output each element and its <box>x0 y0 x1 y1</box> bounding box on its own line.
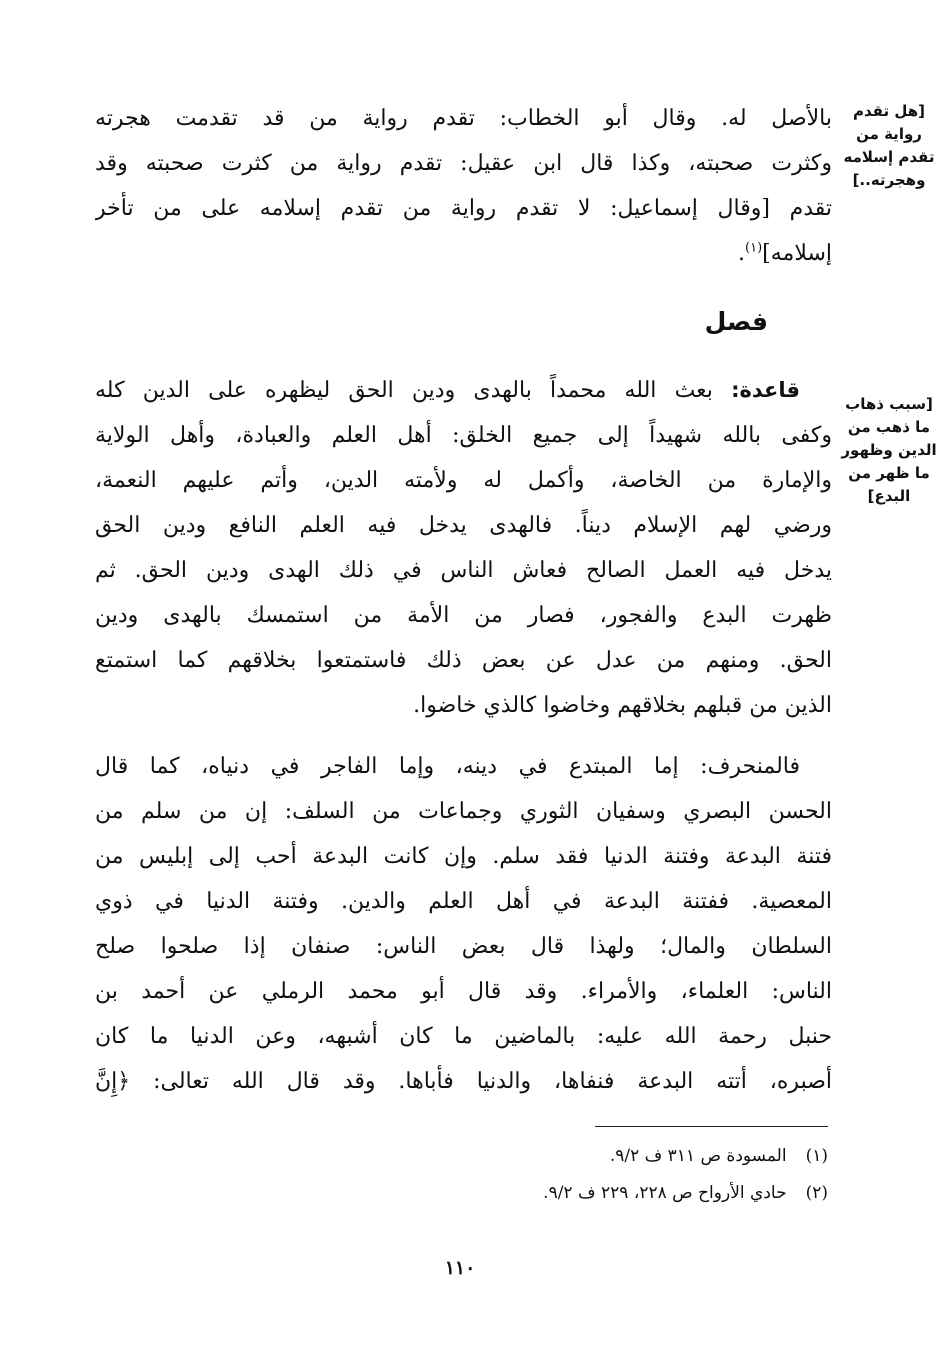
paragraph-3 <box>95 744 832 1104</box>
paragraph-line: ظهرت البدع والفجور، فصار من الأمة من استمسك بالهدى ودين <box>95 603 832 628</box>
footnote-marker-1[interactable]: (١) <box>745 240 763 256</box>
paragraph-line: الناس: العلماء، والأمراء. وقد قال أبو محمد الرملي عن أحمد بن <box>95 979 832 1004</box>
paragraph-line: الحق. ومنهم من عدل عن بعض ذلك فاستمتعوا بخلاقهم كما استمتع <box>95 648 832 673</box>
footnote-number: (١) <box>805 1146 828 1166</box>
margin-note-topic-1: [هل تقدم رواية من تقدم إسلامه وهجرته..] <box>843 102 935 189</box>
footnotes <box>380 1138 828 1212</box>
paragraph-last-line: الذين من قبلهم بخلاقهم وخاضوا كالذي خاضوا. <box>413 693 832 718</box>
paragraph-line: يدخل فيه العمل الصالح فعاش الناس في ذلك الهدى ودين الحق. ثم <box>95 558 832 583</box>
rule-lead-word: قاعدة: <box>731 378 800 402</box>
paragraph-first-line <box>95 368 832 413</box>
footnote-text: حادي الأرواح ص ٢٢٨، ٢٢٩ ف ٩/٢. <box>543 1183 787 1203</box>
paragraph-line: حنبل رحمة الله عليه: بالماضين ما كان أشبهه، وعن الدنيا ما كان <box>95 1024 832 1049</box>
paragraph-line: فتنة البدعة وفتنة الدنيا فقد سلم. وإن كانت البدعة أحب إلى إبليس من <box>95 844 832 869</box>
paragraph-line: تقدم [وقال إسماعيل: لا تقدم رواية من تقدم إسلامه على من تأخر <box>95 196 832 221</box>
paragraph-line: الحسن البصري وسفيان الثوري وجماعات من السلف: إن من سلم من <box>95 799 832 824</box>
footnote-2 <box>380 1175 828 1212</box>
margin-note-topic-2: [سبب ذهاب ما ذهب من الدين وظهور ما ظهر من البدع] <box>841 395 937 505</box>
page-number: ١١٠ <box>444 1257 476 1279</box>
last-line-text: إسلامه] <box>762 241 832 266</box>
footnote-number: (٢) <box>805 1183 828 1203</box>
paragraph-line: المعصية. ففتنة البدعة في أهل العلم والدين. وفتنة الدنيا في ذوي <box>95 889 832 914</box>
paragraph-line: وكفى بالله شهيداً إلى جميع الخلق: أهل العلم والعبادة، وأهل الولاية <box>95 423 832 448</box>
footnote-divider <box>595 1126 828 1127</box>
paragraph-line: السلطان والمال؛ ولهذا قال بعض الناس: صنفان إذا صلحوا صلح <box>95 934 832 959</box>
paragraph-line: بالأصل له. وقال أبو الخطاب: تقدم رواية من قد تقدمت هجرته <box>95 106 832 131</box>
paragraph-2 <box>95 368 832 728</box>
paragraph-line: أصبره، أتته البدعة فنفاها، والدنيا فأباها. وقد قال الله تعالى: ﴿إِنَّ <box>95 1069 832 1094</box>
paragraph-line: وكثرت صحبته، وكذا قال ابن عقيل: تقدم رواية من كثرت صحبته وقد <box>95 151 832 176</box>
paragraph-last-line <box>95 231 832 276</box>
last-line-end: . <box>738 241 746 266</box>
paragraph-line: والإمارة من الخاصة، وأكمل له ولأمته الدين، وأتم عليهم النعمة، <box>95 468 832 493</box>
section-heading: فصل <box>704 307 768 336</box>
paragraph-line: ورضي لهم الإسلام ديناً. فالهدى يدخل فيه العلم النافع ودين الحق <box>95 513 832 538</box>
paragraph-first-line: فالمنحرف: إما المبتدع في دينه، وإما الفاجر في دنياه، كما قال <box>95 754 800 779</box>
footnote-1 <box>380 1138 828 1175</box>
footnote-text: المسودة ص ٣١١ ف ٩/٢. <box>609 1146 787 1166</box>
first-line-rest: بعث الله محمداً بالهدى ودين الحق ليظهره على الدين كله <box>95 378 713 403</box>
paragraph-1 <box>95 96 832 276</box>
